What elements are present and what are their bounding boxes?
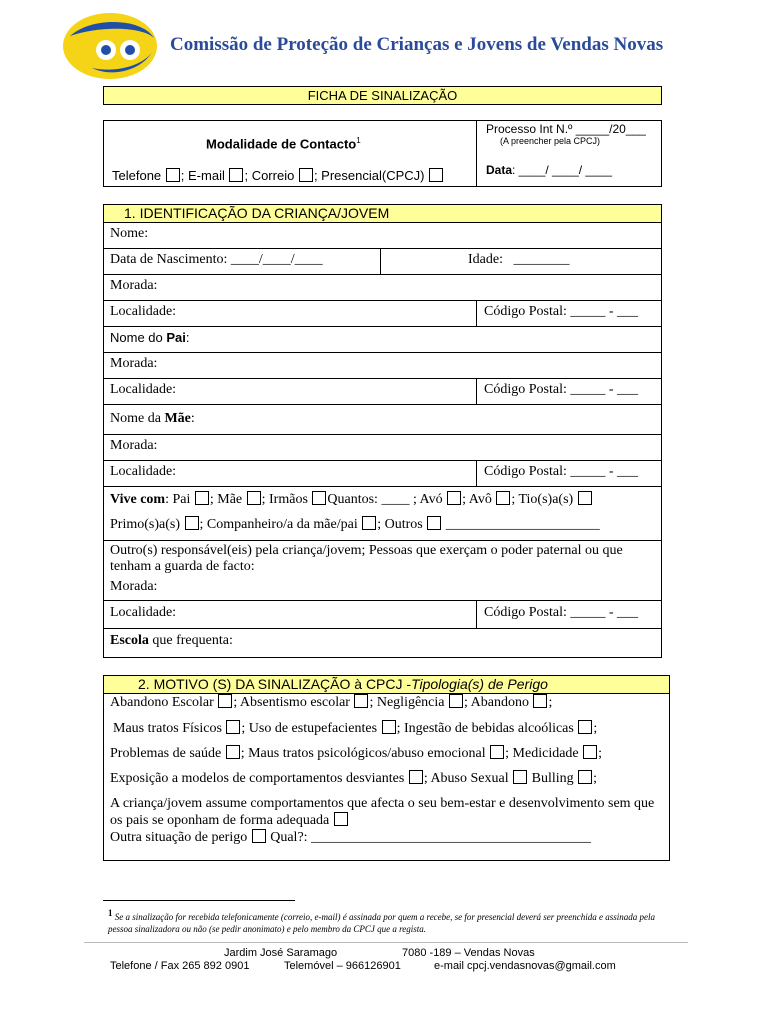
telefone-checkbox[interactable] [166,168,180,182]
absentismo-checkbox[interactable] [354,694,368,708]
tios-checkbox[interactable] [578,491,592,505]
nome-pai-field[interactable]: Nome do Pai: [110,330,190,345]
footer-email: e-mail cpcj.vendasnovas@gmail.com [434,960,616,972]
responsavel-localidade-field[interactable]: Localidade: [110,605,177,620]
codigo-postal-field[interactable]: Código Postal: _____ - ___ [484,304,639,319]
primos-row: Primo(s)a(s) ; Companheiro/a da mãe/pai ; Outros ______________________ [110,517,600,532]
estupefacientes-checkbox[interactable] [382,720,396,734]
abandono-checkbox[interactable] [533,694,547,708]
assume-row: A criança/jovem assume comportamentos que afecta o seu bem-estar e desenvolvimento sem que os pais se oponham de forma adequada [110,796,655,828]
morada-field[interactable]: Morada: [110,278,158,293]
cpcj-logo [62,12,158,80]
footnote: $^1$ Se a sinalização for recebida telefonicamente (correio, e-mail) é assinada por quem a recebe, se for presencial deverá ser preenchida e assinada pela pessoa sinalizadora ou não (se pedir anonimato) e pelo membro da CPCJ que a regista. [108,908,655,934]
irmaos-checkbox[interactable] [312,491,326,505]
outros-input-line[interactable]: ______________________ [445,517,600,532]
pai-checkbox[interactable] [195,491,209,505]
negligencia-checkbox[interactable] [449,694,463,708]
motivos-row-4: Exposição a modelos de comportamentos desviantes ; Abuso Sexual Bulling ; [110,771,598,786]
primos-checkbox[interactable] [185,516,199,530]
avo-m-checkbox[interactable] [496,491,510,505]
modalidade-label: Modalidade de Contacto$^1$ [206,136,361,152]
nome-field[interactable]: Nome: [110,226,149,241]
mae-morada-field[interactable]: Morada: [110,438,158,453]
outra-situacao-checkbox[interactable] [252,829,266,843]
motivos-row-3: Problemas de saúde ; Maus tratos psicológicos/abuso emocional ; Medicidade ; [110,746,603,761]
outra-situacao-row: Outra situação de perigo Qual?: ________________________________________ [110,830,592,845]
data-field[interactable]: Data: ____/ ____/ ____ [486,163,613,177]
org-title: Comissão de Proteção de Crianças e Jovens de Vendas Novas [170,34,664,55]
mae-codigo-postal-field[interactable]: Código Postal: _____ - ___ [484,464,639,479]
escola-field[interactable]: Escola que frequenta: [110,633,233,648]
abandono-escolar-checkbox[interactable] [218,694,232,708]
form-title: FICHA DE SINALIZAÇÃO [103,86,662,105]
footer-mobile: Telemóvel – 966126901 [284,960,401,972]
footer-address: Jardim José Saramago [224,947,338,959]
exposicao-checkbox[interactable] [409,770,423,784]
pai-morada-field[interactable]: Morada: [110,356,158,371]
localidade-field[interactable]: Localidade: [110,304,177,319]
footer-postal: 7080 -189 – Vendas Novas [402,947,535,959]
qual-field[interactable]: Qual?: ________________________________________ [270,830,592,845]
bulling-checkbox[interactable] [578,770,592,784]
medicidade-checkbox[interactable] [583,745,597,759]
pai-codigo-postal-field[interactable]: Código Postal: _____ - ___ [484,382,639,397]
mae-checkbox[interactable] [247,491,261,505]
contact-options: Telefone ; E-mail ; Correio ; Presencial(CPCJ) [112,168,444,183]
vive-com-row: Vive com: Pai ; Mãe ; Irmãos Quantos: ____ ; Avó ; Avô ; Tio(s)a(s) [110,491,593,508]
avo-f-checkbox[interactable] [447,491,461,505]
telefone-label: Telefone [112,168,162,183]
assume-checkbox[interactable] [334,812,348,826]
nome-mae-field[interactable]: Nome da Mãe: [110,411,195,426]
idade-field[interactable]: Idade: ________ [468,252,570,267]
footer-phone: Telefone / Fax 265 892 0901 [110,960,250,972]
psicologicos-checkbox[interactable] [490,745,504,759]
preencher-note: (A preencher pela CPCJ) [500,136,601,146]
alcool-checkbox[interactable] [578,720,592,734]
companheiro-checkbox[interactable] [362,516,376,530]
data-nascimento-field[interactable]: Data de Nascimento: ____/____/____ [110,252,323,267]
responsavel-codigo-postal-field[interactable]: Código Postal: _____ - ___ [484,605,639,620]
section2-title: 2. MOTIVO (S) DA SINALIZAÇÃO à CPCJ -Tipologia(s) de Perigo [103,675,670,694]
outros-responsaveis-text: Outro(s) responsável(eis) pela criança/jovem; Pessoas que exerçam o poder paternal ou que tenham a guarda de facto: [110,543,623,574]
responsavel-morada-field[interactable]: Morada: [110,579,158,594]
section1-box [103,222,662,658]
presencial-checkbox[interactable] [429,168,443,182]
email-checkbox[interactable] [229,168,243,182]
motivos-row-1: Abandono Escolar ; Absentismo escolar ; Negligência ; Abandono ; [110,695,553,710]
outros-checkbox[interactable] [427,516,441,530]
pai-localidade-field[interactable]: Localidade: [110,382,177,397]
processo-number[interactable]: Processo Int N.º _____/20___ [486,122,646,136]
correio-checkbox[interactable] [299,168,313,182]
motivos-row-2: Maus tratos Físicos ; Uso de estupefacientes ; Ingestão de bebidas alcoólicas ; [113,721,598,736]
maus-tratos-checkbox[interactable] [226,720,240,734]
section1-title: 1. IDENTIFICAÇÃO DA CRIANÇA/JOVEM [103,204,662,223]
mae-localidade-field[interactable]: Localidade: [110,464,177,479]
saude-checkbox[interactable] [226,745,240,759]
abuso-sexual-checkbox[interactable] [513,770,527,784]
